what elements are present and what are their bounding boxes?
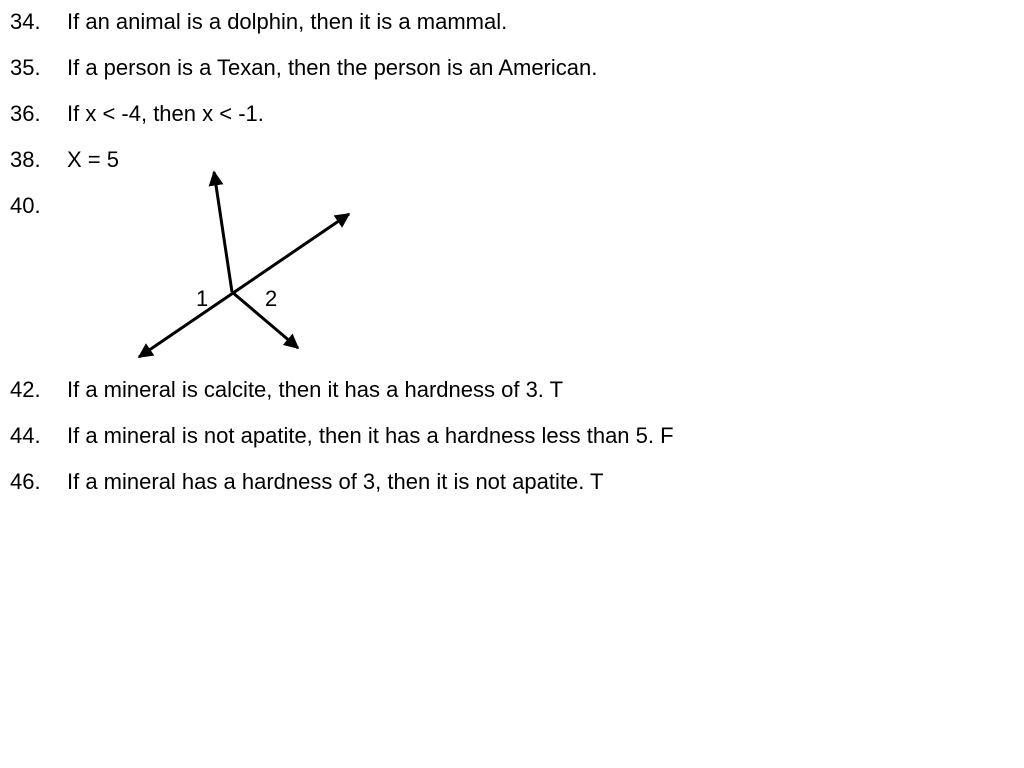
exercise-text: If a mineral is calcite, then it has a hardness of 3. T (67, 377, 564, 402)
exercise-text: If a mineral is not apatite, then it has a hardness less than 5. F (67, 423, 674, 448)
exercise-42 (10, 375, 563, 405)
exercise-number: 40. (10, 193, 41, 218)
line-ray (139, 214, 349, 357)
exercise-number: 34. (10, 9, 41, 34)
exercise-44 (10, 421, 674, 451)
exercise-36 (10, 99, 264, 129)
exercise-34 (10, 7, 507, 37)
exercise-number: 44. (10, 423, 41, 448)
exercise-number: 42. (10, 377, 41, 402)
exercise-40 (10, 191, 67, 221)
angle-label-1: 1 (196, 286, 209, 311)
upper-ray (214, 172, 232, 292)
exercise-text: If a mineral has a hardness of 3, then it is not apatite. T (67, 469, 604, 494)
exercise-number: 38. (10, 147, 41, 172)
exercise-number: 35. (10, 55, 41, 80)
exercise-46 (10, 467, 603, 497)
exercise-text: If a person is a Texan, then the person is an American. (67, 55, 598, 80)
exercise-38 (10, 145, 119, 175)
exercise-number: 36. (10, 101, 41, 126)
exercise-number: 46. (10, 469, 41, 494)
angle-label-2: 2 (265, 286, 278, 311)
exercise-text: If an animal is a dolphin, then it is a mammal. (67, 9, 508, 34)
angle-diagram (120, 160, 370, 370)
exercise-text: X = 5 (67, 147, 119, 172)
exercise-35 (10, 53, 597, 83)
exercise-text: If x < -4, then x < -1. (67, 101, 264, 126)
